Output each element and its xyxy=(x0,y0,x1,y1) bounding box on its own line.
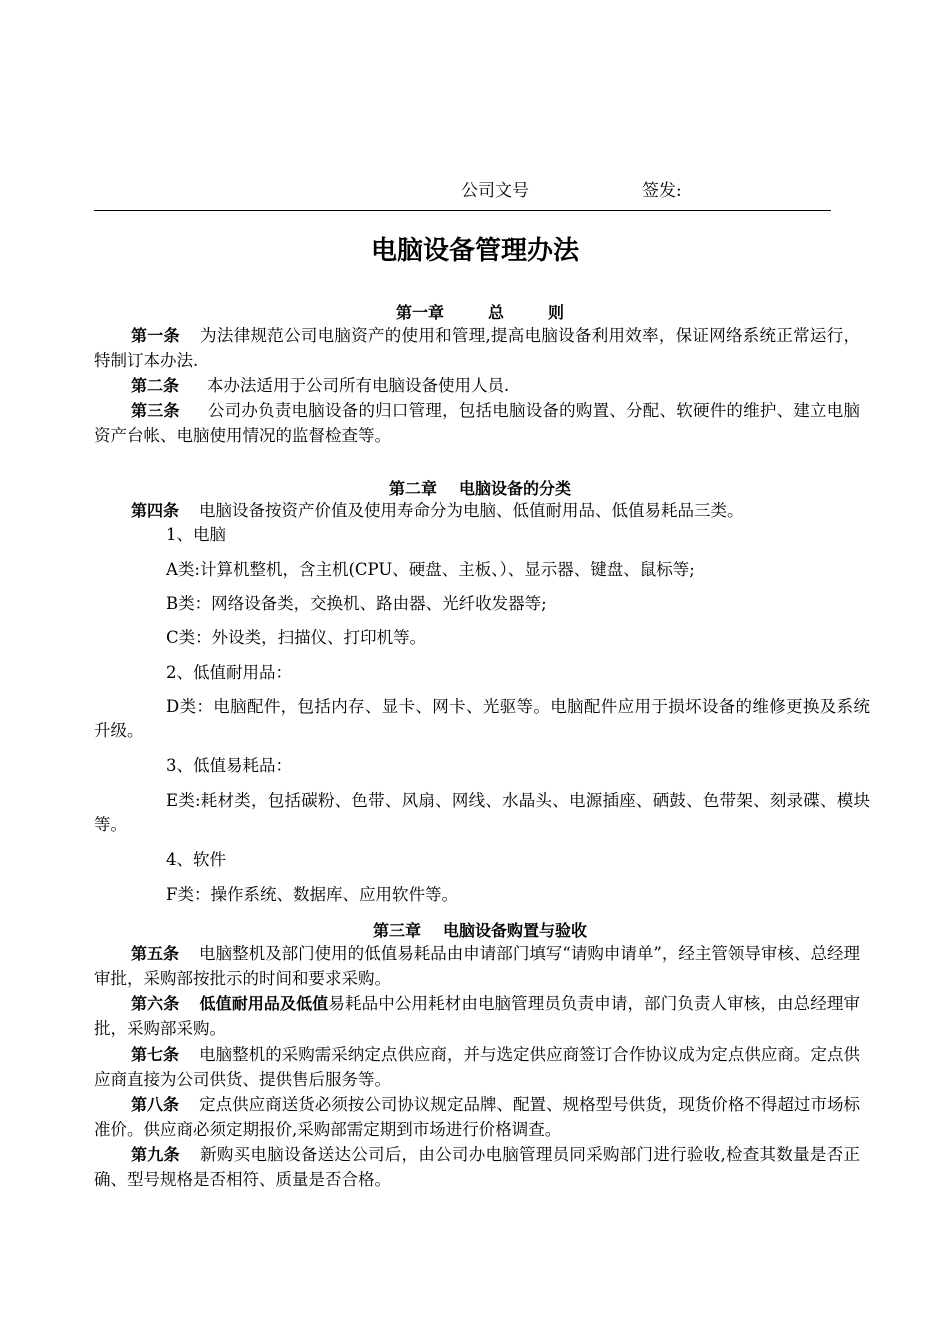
article-2 xyxy=(94,373,860,398)
article-label: 第一条 xyxy=(131,326,180,345)
chapter-number: 第一章 xyxy=(395,303,444,322)
article-text: 易耗品中公用耗材由电脑管理员负责申请，部门负责人审核，由总经理审批，采购部采购。 xyxy=(94,994,860,1038)
article-4 xyxy=(94,498,860,523)
article-7 xyxy=(94,1042,860,1092)
article-label: 第四条 xyxy=(131,501,180,520)
chapter-name: 电脑设备的分类 xyxy=(459,479,572,498)
category-heading-consumable: 3、低值易耗品： xyxy=(166,756,292,775)
category-heading-software: 4、软件 xyxy=(166,850,226,869)
category-d: D类：电脑配件，包括内存、显卡、网卡、光驱等。电脑配件应用于损坏设备的维修更换及系统升级。 xyxy=(94,697,870,740)
article-8 xyxy=(94,1092,860,1142)
article-3 xyxy=(94,398,860,448)
document-title: 电脑设备管理办法 xyxy=(370,236,579,266)
article-label: 第五条 xyxy=(131,944,180,963)
article-text: 新购买电脑设备送达公司后，由公司办电脑管理员同采购部门进行验收,检查其数量是否正确、型号规格是否相符、质量是否合格。 xyxy=(94,1145,860,1189)
article-1 xyxy=(94,323,860,373)
article-text: 电脑整机的采购需采纳定点供应商，并与选定供应商签订合作协议成为定点供应商。定点供应商直接为公司供货、提供售后服务等。 xyxy=(94,1045,860,1089)
article-label: 第三条 xyxy=(131,401,180,420)
chapter-2-heading xyxy=(0,476,950,499)
chapter-1-heading xyxy=(0,300,950,323)
chapter-number: 第二章 xyxy=(388,479,437,498)
category-heading-durable: 2、低值耐用品： xyxy=(166,663,292,682)
article-text: 电脑设备按资产价值及使用寿命分为电脑、低值耐用品、低值易耗品三类。 xyxy=(199,501,744,520)
chapter-name-2: 则 xyxy=(548,303,565,322)
article-text: 电脑整机及部门使用的低值易耗品由申请部门填写“请购申请单”，经主管领导审核、总经理审批，采购部按批示的时间和要求采购。 xyxy=(94,944,860,988)
chapter-name: 总 xyxy=(487,303,504,322)
category-b: B类：网络设备类，交换机、路由器、光纤收发器等; xyxy=(166,594,547,613)
category-f: F类：操作系统、数据库、应用软件等。 xyxy=(166,885,458,904)
article-label: 第七条 xyxy=(131,1045,180,1064)
article-label-continued: 低值耐用品及低值 xyxy=(199,994,329,1013)
article-label: 第六条 xyxy=(131,994,180,1013)
category-heading-computer: 1、电脑 xyxy=(166,525,226,544)
chapter-number: 第三章 xyxy=(372,921,421,940)
article-9 xyxy=(94,1142,860,1192)
chapter-3-heading xyxy=(0,918,950,941)
article-text: 本办法适用于公司所有电脑设备使用人员. xyxy=(207,376,510,395)
category-e: E类:耗材类，包括碳粉、色带、风扇、网线、水晶头、电源插座、硒鼓、色带架、刻录碟、模块等。 xyxy=(94,791,870,834)
article-label: 第八条 xyxy=(131,1095,180,1114)
chapter-name: 电脑设备购置与验收 xyxy=(443,921,588,940)
article-6 xyxy=(94,991,860,1041)
category-c: C类：外设类，扫描仪、打印机等。 xyxy=(166,628,427,647)
header-rule xyxy=(94,210,831,211)
article-label: 第二条 xyxy=(131,376,180,395)
article-text: 定点供应商送货必须按公司协议规定品牌、配置、规格型号供货，现货价格不得超过市场标准价。供应商必须定期报价,采购部需定期到市场进行价格调查。 xyxy=(94,1095,860,1139)
doc-number-label: 公司文号 xyxy=(461,181,529,201)
category-a: A类:计算机整机，含主机(CPU、硬盘、主板、）、显示器、键盘、鼠标等; xyxy=(166,560,695,579)
article-text: 为法律规范公司电脑资产的使用和管理,提高电脑设备利用效率，保证网络系统正常运行，特制订本办法. xyxy=(94,326,860,370)
signed-label: 签发: xyxy=(642,181,682,201)
article-5 xyxy=(94,941,860,991)
article-label: 第九条 xyxy=(131,1145,180,1164)
article-text: 公司办负责电脑设备的归口管理，包括电脑设备的购置、分配、软硬件的维护、建立电脑资产台帐、电脑使用情况的监督检查等。 xyxy=(94,401,860,445)
